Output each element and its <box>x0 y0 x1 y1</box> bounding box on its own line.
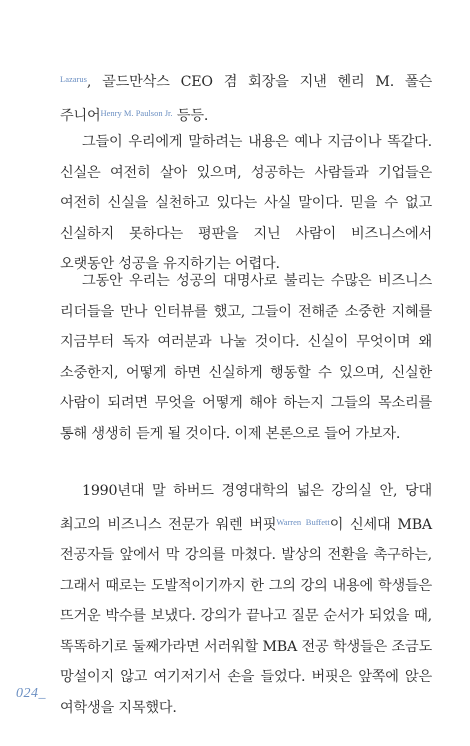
footnote-lazarus: Lazarus <box>60 74 87 84</box>
paragraph-text: 이 신세대 MBA 전공자들 앞에서 막 강의를 마쳤다. 발상의 전환을 촉구하는, 그래서 때로는 도발적이기까지 한 그의 강의 내용에 학생들은 뜨거운 박수를 보냈다. 강의가 끝나고 질문 순서가 되었을 때, 똑똑하기로 둘째가라면 서러워할 MBA 전공 학생들은 조금도 망설이지 않고 여기저기서 손을 들었다. 버핏은 앞쪽에 앉은 여학생을 지목했다. <box>60 516 432 716</box>
paragraph-text: 1990년대 말 하버드 경영대학의 넓은 강의실 안, 당대 최고의 비즈니스 전문가 워렌 버핏 <box>60 483 432 533</box>
paragraph-text: , 골드만삭스 CEO 겸 회장을 지낸 헨리 M. 폴슨 주니어 <box>60 74 432 124</box>
paragraph-integrity: 그들이 우리에게 말하려는 내용은 예나 지금이나 똑같다. 신실은 여전히 살아 있으며, 성공하는 사람들과 기업들은 여전히 신실을 실천하고 있다는 사실 말이다. 믿을 수 없고 신실하지 못하다는 평판을 지닌 사람이 비즈니스에서 오랫동안 성공을 유지하기는 어렵다. <box>60 134 432 272</box>
paragraph-text: 등등. <box>172 107 209 124</box>
footnote-warren-buffett: Warren Buffett <box>276 516 330 527</box>
page-number: 024_ <box>16 686 46 701</box>
paragraph-interviews: 그동안 우리는 성공의 대명사로 불리는 수많은 비즈니스 리더들을 만나 인터뷰를 했고, 그들이 전해준 소중한 지혜를 지금부터 독자 여러분과 나눌 것이다. 신실이 무엇이며 왜 소중한지, 어떻게 하면 신실하게 행동할 수 있으며, 신실한 사람이 되려면 무엇을 어떻게 해야 하는지 그들의 목소리를 통해 생생히 듣게 될 것이다. 이제 본론으로 들어 가보자. <box>60 273 432 442</box>
paragraph-names <box>60 64 432 131</box>
paragraph-buffett <box>60 476 432 723</box>
page-number-text: 024 <box>16 686 39 701</box>
footnote-henry-paulson: Henry M. Paulson Jr. <box>100 107 173 118</box>
